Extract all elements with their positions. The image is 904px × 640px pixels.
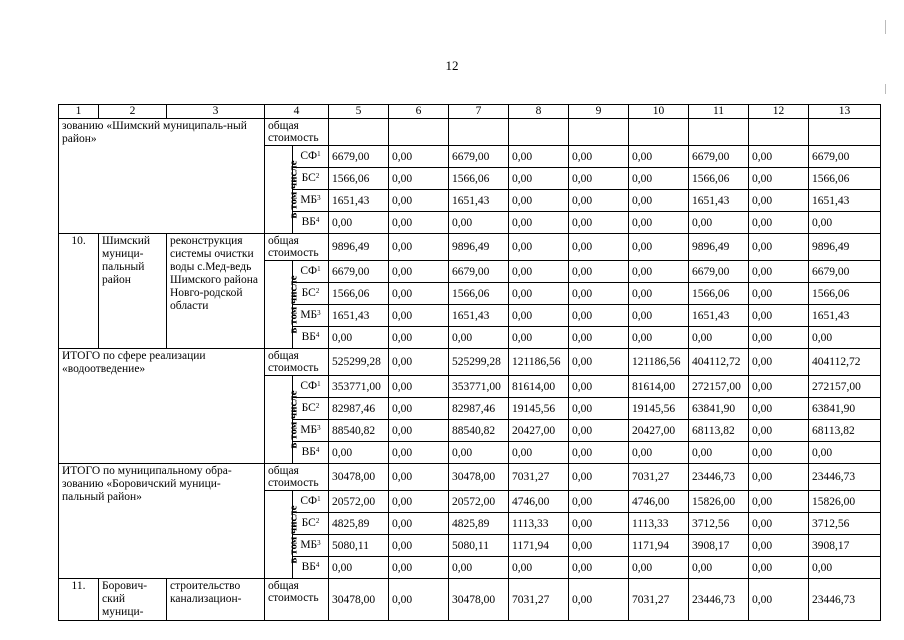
value-cell: 4746,00	[509, 491, 569, 513]
value-cell: 0,00	[389, 327, 449, 349]
value-cell: 1171,94	[509, 535, 569, 557]
value-cell: 121186,56	[509, 349, 569, 376]
value-cell: 0,00	[509, 212, 569, 234]
value-cell: 0,00	[389, 212, 449, 234]
value-cell: 0,00	[749, 398, 809, 420]
group-title: ИТОГО по сфере реализации «водоотведение»	[59, 349, 265, 464]
value-cell: 5080,11	[329, 535, 389, 557]
value-cell: 0,00	[629, 168, 689, 190]
value-cell: 20427,00	[629, 420, 689, 442]
value-cell: 0,00	[389, 579, 449, 621]
value-cell: 0,00	[389, 261, 449, 283]
footnote-mark: 4	[315, 331, 320, 339]
source-label-text: ВБ	[301, 561, 316, 573]
column-header: 11	[689, 105, 749, 119]
value-cell: 404112,72	[689, 349, 749, 376]
column-header: 9	[569, 105, 629, 119]
source-label-text: СФ	[300, 265, 318, 277]
source-label-text: БС	[301, 287, 316, 299]
value-cell: 525299,28	[329, 349, 389, 376]
column-header: 12	[749, 105, 809, 119]
value-cell: 20572,00	[449, 491, 509, 513]
value-cell: 9896,49	[689, 234, 749, 261]
value-cell: 1651,43	[329, 190, 389, 212]
footnote-mark: 1	[317, 265, 321, 273]
header-row	[59, 105, 881, 119]
value-cell: 30478,00	[329, 464, 389, 491]
value-cell: 0,00	[569, 557, 629, 579]
column-header: 6	[389, 105, 449, 119]
value-cell: 272157,00	[689, 376, 749, 398]
total-label: общая стоимость	[265, 349, 329, 376]
value-cell: 68113,82	[809, 420, 881, 442]
rotated-label-text: в том числе	[287, 160, 300, 219]
value-cell: 0,00	[749, 168, 809, 190]
value-cell	[749, 119, 809, 146]
footnote-mark: 3	[317, 309, 321, 317]
rotated-label-text: в том числе	[287, 505, 300, 564]
value-cell: 0,00	[449, 212, 509, 234]
value-cell: 0,00	[389, 464, 449, 491]
value-cell: 9896,49	[329, 234, 389, 261]
column-header: 13	[809, 105, 881, 119]
project-description: реконструкция системы очистки воды с.Мед-ведь Шимского района Новго-родской области	[167, 234, 265, 349]
value-cell: 63841,90	[809, 398, 881, 420]
value-cell: 0,00	[749, 261, 809, 283]
value-cell: 1651,43	[809, 305, 881, 327]
municipality: Шимский муници-пальный район	[99, 234, 167, 349]
value-cell: 0,00	[509, 327, 569, 349]
value-cell: 1171,94	[629, 535, 689, 557]
column-header: 5	[329, 105, 389, 119]
value-cell: 3712,56	[689, 513, 749, 535]
value-cell: 88540,82	[449, 420, 509, 442]
value-cell: 0,00	[389, 305, 449, 327]
value-cell: 0,00	[749, 283, 809, 305]
value-cell: 0,00	[389, 535, 449, 557]
value-cell: 0,00	[809, 212, 881, 234]
footnote-mark: 2	[315, 172, 320, 180]
value-cell: 0,00	[389, 376, 449, 398]
edge-mark	[885, 84, 886, 94]
source-label-text: БС	[301, 517, 316, 529]
source-label-text: СФ	[300, 495, 318, 507]
value-cell: 82987,46	[329, 398, 389, 420]
value-cell: 81614,00	[509, 376, 569, 398]
value-cell: 6679,00	[449, 261, 509, 283]
value-cell: 0,00	[629, 190, 689, 212]
rotated-label	[265, 261, 300, 349]
value-cell: 0,00	[749, 442, 809, 464]
value-cell: 0,00	[749, 557, 809, 579]
value-cell: 63841,90	[689, 398, 749, 420]
value-cell: 0,00	[389, 349, 449, 376]
group-title: ИТОГО по муниципальному обра-зованию «Боровичский муници-пальный район»	[59, 464, 265, 579]
rotated-label-text: в том числе	[287, 390, 300, 449]
value-cell: 0,00	[569, 305, 629, 327]
value-cell: 0,00	[329, 557, 389, 579]
value-cell: 1651,43	[809, 190, 881, 212]
value-cell	[629, 119, 689, 146]
value-cell: 0,00	[809, 442, 881, 464]
value-cell: 1113,33	[509, 513, 569, 535]
column-header: 4	[265, 105, 329, 119]
value-cell: 0,00	[389, 491, 449, 513]
source-label-text: СФ	[300, 380, 318, 392]
rotated-label-text: в том числе	[287, 275, 300, 334]
value-cell: 1566,06	[329, 168, 389, 190]
value-cell: 30478,00	[449, 464, 509, 491]
footnote-mark: 2	[315, 287, 320, 295]
value-cell: 0,00	[629, 557, 689, 579]
footnote-mark: 1	[317, 495, 321, 503]
value-cell: 0,00	[749, 464, 809, 491]
table-row-total	[59, 579, 881, 621]
value-cell: 0,00	[569, 420, 629, 442]
row-number: 11.	[59, 579, 99, 621]
value-cell: 0,00	[749, 327, 809, 349]
value-cell: 15826,00	[689, 491, 749, 513]
value-cell: 0,00	[629, 305, 689, 327]
value-cell: 0,00	[569, 491, 629, 513]
value-cell: 6679,00	[809, 261, 881, 283]
value-cell: 1566,06	[329, 283, 389, 305]
column-header: 1	[59, 105, 99, 119]
value-cell: 0,00	[449, 442, 509, 464]
value-cell: 7031,27	[629, 579, 689, 621]
value-cell: 88540,82	[329, 420, 389, 442]
value-cell: 4746,00	[629, 491, 689, 513]
value-cell	[689, 119, 749, 146]
value-cell: 0,00	[689, 442, 749, 464]
footnote-mark: 1	[317, 150, 321, 158]
value-cell: 0,00	[569, 146, 629, 168]
value-cell: 0,00	[629, 212, 689, 234]
value-cell: 353771,00	[449, 376, 509, 398]
source-label-text: БС	[301, 172, 316, 184]
total-label: общая стоимость	[265, 119, 329, 146]
value-cell: 0,00	[569, 234, 629, 261]
value-cell: 7031,27	[509, 464, 569, 491]
group-title: зованию «Шимский муниципаль-ный район»	[59, 119, 265, 234]
value-cell	[809, 119, 881, 146]
value-cell: 0,00	[329, 212, 389, 234]
budget-table	[58, 104, 881, 621]
value-cell: 0,00	[509, 557, 569, 579]
value-cell: 404112,72	[809, 349, 881, 376]
value-cell: 30478,00	[329, 579, 389, 621]
value-cell: 525299,28	[449, 349, 509, 376]
value-cell: 0,00	[569, 442, 629, 464]
value-cell: 1651,43	[449, 305, 509, 327]
value-cell: 0,00	[329, 327, 389, 349]
value-cell: 3712,56	[809, 513, 881, 535]
value-cell: 0,00	[749, 234, 809, 261]
value-cell: 3908,17	[689, 535, 749, 557]
value-cell: 0,00	[749, 535, 809, 557]
footnote-mark: 2	[315, 402, 320, 410]
row-number: 10.	[59, 234, 99, 349]
source-label-text: ВБ	[301, 216, 316, 228]
value-cell: 0,00	[389, 398, 449, 420]
value-cell: 68113,82	[689, 420, 749, 442]
value-cell: 1566,06	[689, 168, 749, 190]
value-cell: 272157,00	[809, 376, 881, 398]
value-cell: 7031,27	[509, 579, 569, 621]
value-cell: 1651,43	[689, 190, 749, 212]
value-cell: 5080,11	[449, 535, 509, 557]
value-cell: 0,00	[449, 327, 509, 349]
value-cell: 0,00	[749, 212, 809, 234]
value-cell: 0,00	[749, 349, 809, 376]
total-label: общая стоимость	[265, 464, 329, 491]
source-label-text: СФ	[300, 150, 318, 162]
value-cell: 9896,49	[809, 234, 881, 261]
rotated-label	[265, 376, 300, 464]
source-label-text: МБ	[300, 309, 318, 321]
value-cell: 0,00	[629, 234, 689, 261]
value-cell: 0,00	[389, 513, 449, 535]
source-label-text: МБ	[300, 194, 318, 206]
value-cell: 0,00	[509, 261, 569, 283]
column-header: 10	[629, 105, 689, 119]
source-label-text: ВБ	[301, 331, 316, 343]
value-cell: 0,00	[629, 327, 689, 349]
value-cell: 1566,06	[449, 168, 509, 190]
value-cell: 6679,00	[329, 146, 389, 168]
value-cell: 0,00	[569, 283, 629, 305]
value-cell: 6679,00	[449, 146, 509, 168]
value-cell: 23446,73	[689, 464, 749, 491]
footnote-mark: 3	[317, 194, 321, 202]
value-cell: 0,00	[569, 349, 629, 376]
value-cell: 0,00	[629, 442, 689, 464]
value-cell: 0,00	[509, 190, 569, 212]
page-number: 12	[445, 58, 459, 73]
value-cell: 0,00	[689, 327, 749, 349]
project-description: строительство канализацион-	[167, 579, 265, 621]
footnote-mark: 1	[317, 380, 321, 388]
value-cell: 0,00	[389, 420, 449, 442]
value-cell: 0,00	[509, 234, 569, 261]
value-cell: 1651,43	[329, 305, 389, 327]
value-cell: 4825,89	[329, 513, 389, 535]
value-cell: 1566,06	[809, 168, 881, 190]
value-cell: 0,00	[509, 305, 569, 327]
value-cell: 1566,06	[449, 283, 509, 305]
value-cell	[569, 119, 629, 146]
value-cell: 0,00	[389, 234, 449, 261]
value-cell: 0,00	[809, 557, 881, 579]
footnote-mark: 4	[315, 216, 320, 224]
value-cell: 0,00	[569, 513, 629, 535]
value-cell: 15826,00	[809, 491, 881, 513]
source-label-text: МБ	[300, 424, 318, 436]
value-cell: 0,00	[389, 442, 449, 464]
column-header: 3	[167, 105, 265, 119]
value-cell: 1566,06	[809, 283, 881, 305]
value-cell	[329, 119, 389, 146]
value-cell: 0,00	[749, 420, 809, 442]
value-cell: 0,00	[569, 190, 629, 212]
footnote-mark: 3	[317, 539, 321, 547]
value-cell: 0,00	[749, 190, 809, 212]
value-cell: 1566,06	[689, 283, 749, 305]
footnote-mark: 2	[315, 517, 320, 525]
value-cell: 0,00	[389, 146, 449, 168]
value-cell: 0,00	[389, 168, 449, 190]
footnote-mark: 4	[315, 446, 320, 454]
source-label-text: ВБ	[301, 446, 316, 458]
value-cell: 1651,43	[689, 305, 749, 327]
value-cell: 0,00	[629, 261, 689, 283]
value-cell: 0,00	[569, 535, 629, 557]
value-cell: 0,00	[389, 283, 449, 305]
value-cell: 0,00	[689, 212, 749, 234]
edge-mark	[885, 20, 886, 34]
value-cell: 1113,33	[629, 513, 689, 535]
value-cell: 9896,49	[449, 234, 509, 261]
value-cell: 23446,73	[809, 579, 881, 621]
column-header: 2	[99, 105, 167, 119]
value-cell: 0,00	[329, 442, 389, 464]
value-cell: 30478,00	[449, 579, 509, 621]
value-cell: 20427,00	[509, 420, 569, 442]
value-cell: 82987,46	[449, 398, 509, 420]
value-cell: 0,00	[569, 579, 629, 621]
value-cell: 0,00	[509, 146, 569, 168]
value-cell: 0,00	[809, 327, 881, 349]
value-cell: 0,00	[629, 146, 689, 168]
value-cell: 0,00	[569, 376, 629, 398]
value-cell: 0,00	[509, 442, 569, 464]
value-cell: 6679,00	[689, 261, 749, 283]
value-cell: 20572,00	[329, 491, 389, 513]
value-cell: 0,00	[389, 557, 449, 579]
value-cell: 0,00	[569, 464, 629, 491]
table-row-total	[59, 119, 881, 146]
footnote-mark: 4	[315, 561, 320, 569]
value-cell: 0,00	[689, 557, 749, 579]
value-cell: 0,00	[389, 190, 449, 212]
value-cell: 0,00	[629, 283, 689, 305]
value-cell: 3908,17	[809, 535, 881, 557]
value-cell: 4825,89	[449, 513, 509, 535]
value-cell: 0,00	[749, 491, 809, 513]
value-cell: 0,00	[749, 376, 809, 398]
total-label: общая стоимость	[265, 579, 329, 621]
value-cell: 23446,73	[689, 579, 749, 621]
value-cell: 19145,56	[629, 398, 689, 420]
value-cell: 0,00	[509, 283, 569, 305]
source-label-text: МБ	[300, 539, 318, 551]
value-cell: 0,00	[569, 261, 629, 283]
value-cell: 1651,43	[449, 190, 509, 212]
rotated-label	[265, 146, 300, 234]
footnote-mark: 3	[317, 424, 321, 432]
column-header: 7	[449, 105, 509, 119]
value-cell: 0,00	[749, 513, 809, 535]
rotated-label	[265, 491, 300, 579]
value-cell: 0,00	[569, 168, 629, 190]
total-label: общая стоимость	[265, 234, 329, 261]
value-cell: 0,00	[569, 398, 629, 420]
value-cell: 19145,56	[509, 398, 569, 420]
value-cell: 0,00	[749, 146, 809, 168]
column-header: 8	[509, 105, 569, 119]
value-cell: 121186,56	[629, 349, 689, 376]
value-cell: 23446,73	[809, 464, 881, 491]
value-cell: 6679,00	[809, 146, 881, 168]
table-row-total	[59, 234, 881, 261]
value-cell	[389, 119, 449, 146]
value-cell	[509, 119, 569, 146]
value-cell: 0,00	[449, 557, 509, 579]
table-row-total	[59, 464, 881, 491]
value-cell: 6679,00	[689, 146, 749, 168]
source-label-text: БС	[301, 402, 316, 414]
value-cell: 0,00	[569, 327, 629, 349]
value-cell: 0,00	[569, 212, 629, 234]
value-cell: 6679,00	[329, 261, 389, 283]
value-cell: 81614,00	[629, 376, 689, 398]
value-cell: 0,00	[749, 305, 809, 327]
value-cell: 353771,00	[329, 376, 389, 398]
value-cell: 0,00	[749, 579, 809, 621]
value-cell: 7031,27	[629, 464, 689, 491]
value-cell: 0,00	[509, 168, 569, 190]
municipality: Борович-ский муници-	[99, 579, 167, 621]
value-cell	[449, 119, 509, 146]
table-row-total	[59, 349, 881, 376]
